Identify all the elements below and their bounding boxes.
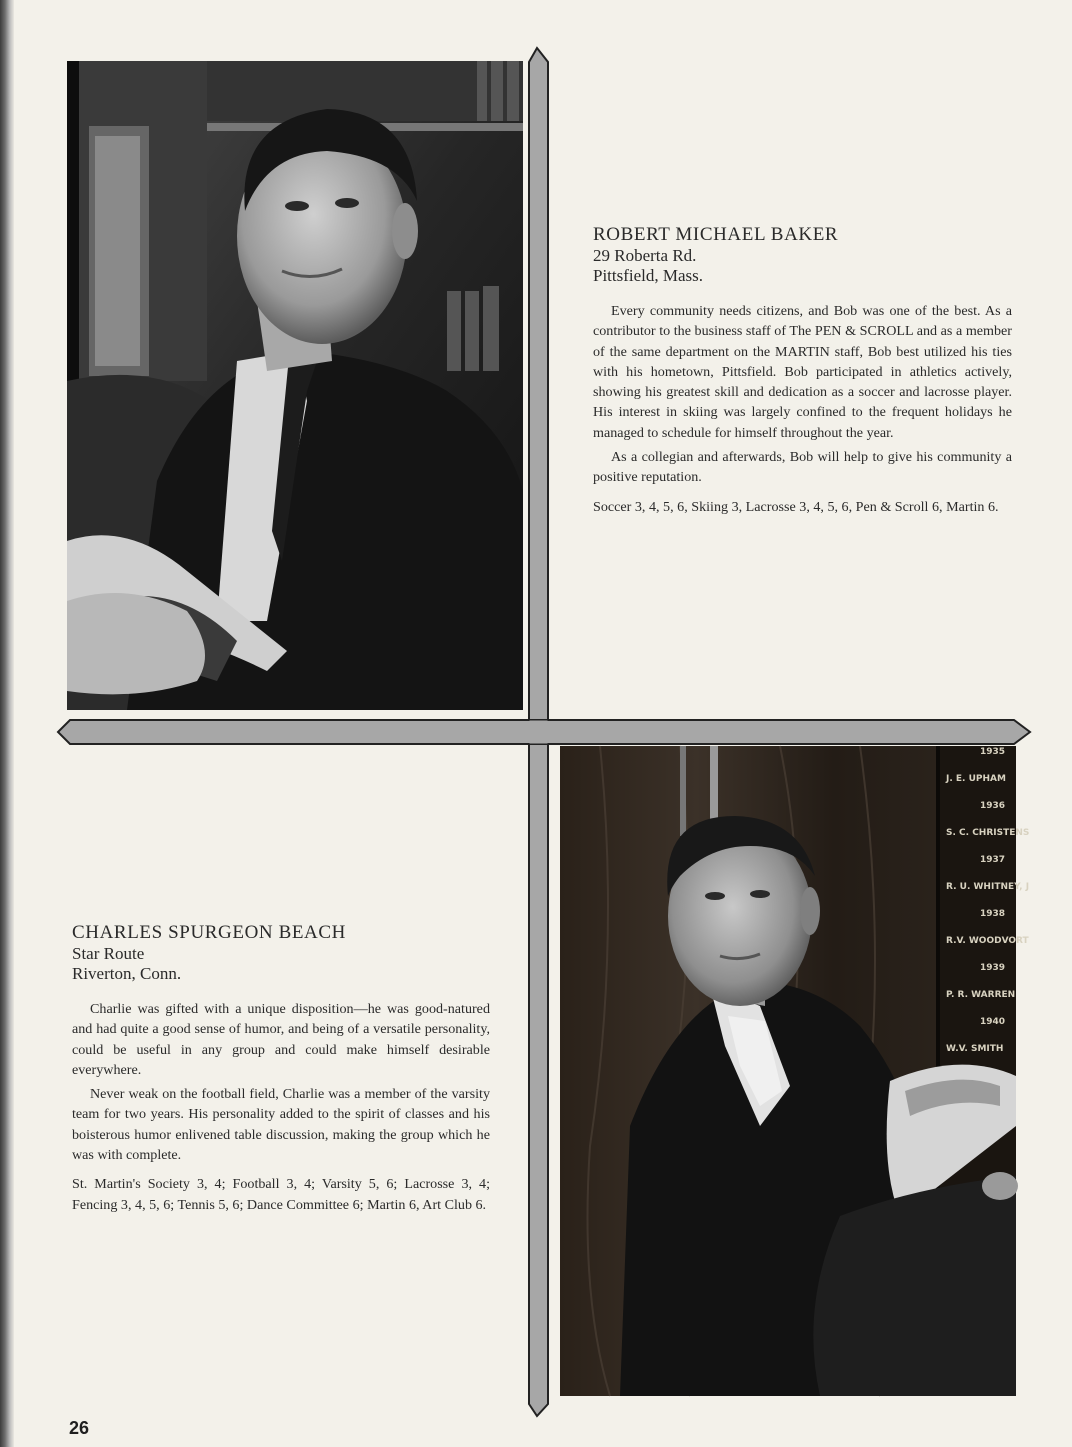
plaque-name: S. C. CHRISTENS (946, 828, 1030, 838)
address-street: Star Route (72, 944, 145, 963)
bio-text (593, 301, 1012, 517)
plaque-name: R.V. WOODVORT (946, 936, 1029, 946)
portrait-photo-baker (67, 61, 523, 710)
book-spine-shadow (0, 0, 14, 1447)
portrait-photo-beach (560, 746, 1030, 1396)
student-name: CHARLES SPURGEON BEACH (72, 922, 346, 943)
plaque-name: P. R. WARREN (946, 990, 1016, 1000)
bio-paragraph: Every community needs citizens, and Bob was one of the best. As a contributor to the business staff of The PEN & SCROLL and as a member of the same department on the MARTIN staff, Bob best utilized his ties with his hometown, Pittsfield. Bob participated in athletics actively, showing his greatest skill and dedication as a soccer and lacrosse player. His interest in skiing was largely confined to the frequent holidays he managed to schedule for himself throughout the year. (593, 303, 1012, 441)
bio-beach (72, 922, 490, 1215)
bio-paragraph: As a collegian and afterwards, Bob will help to give his community a positive reputation. (593, 449, 1012, 486)
plaque-name: J. E. UPHAM (946, 774, 1006, 784)
address-city: Riverton, Conn. (72, 964, 182, 983)
plaque-name: R. U. WHITNEY, J (946, 882, 1030, 892)
plaque-year: 1935 (980, 747, 1006, 757)
address-street: 29 Roberta Rd. (593, 246, 697, 265)
plaque-name: W.V. SMITH (946, 1044, 1004, 1054)
plaque-year: 1936 (980, 801, 1006, 811)
bio-paragraph: Never weak on the football field, Charlie was a member of the varsity team for two years. His personality added to the spirit of classes and his boisterous humor enlivened table discussion, making the group which he was with complete. (72, 1086, 490, 1164)
page-number: 26 (69, 1418, 90, 1438)
plaque-year: 1937 (980, 855, 1006, 865)
activities-list: St. Martin's Society 3, 4; Football 3, 4; Varsity 5, 6; Lacrosse 3, 4; Fencing 3, 4, 5, 6; Tennis 5, 6; Dance Committee 6; Martin 6, Art Club 6. (72, 1176, 490, 1213)
bio-paragraph: Charlie was gifted with a unique disposition—he was good-natured and had quite a good sense of humor, and being of a versatile personality, could be useful in any group and could make himself desirable everywhere. (72, 1001, 490, 1078)
address-city: Pittsfield, Mass. (593, 266, 704, 285)
bio-baker (593, 224, 1012, 517)
plaque-year: 1940 (980, 1017, 1006, 1027)
bio-text (72, 999, 490, 1215)
activities-list: Soccer 3, 4, 5, 6, Skiing 3, Lacrosse 3, 4, 5, 6, Pen & Scroll 6, Martin 6. (593, 498, 999, 515)
plaque-year: 1938 (980, 909, 1006, 919)
plaque-year: 1939 (980, 963, 1006, 973)
student-name: ROBERT MICHAEL BAKER (593, 224, 839, 245)
